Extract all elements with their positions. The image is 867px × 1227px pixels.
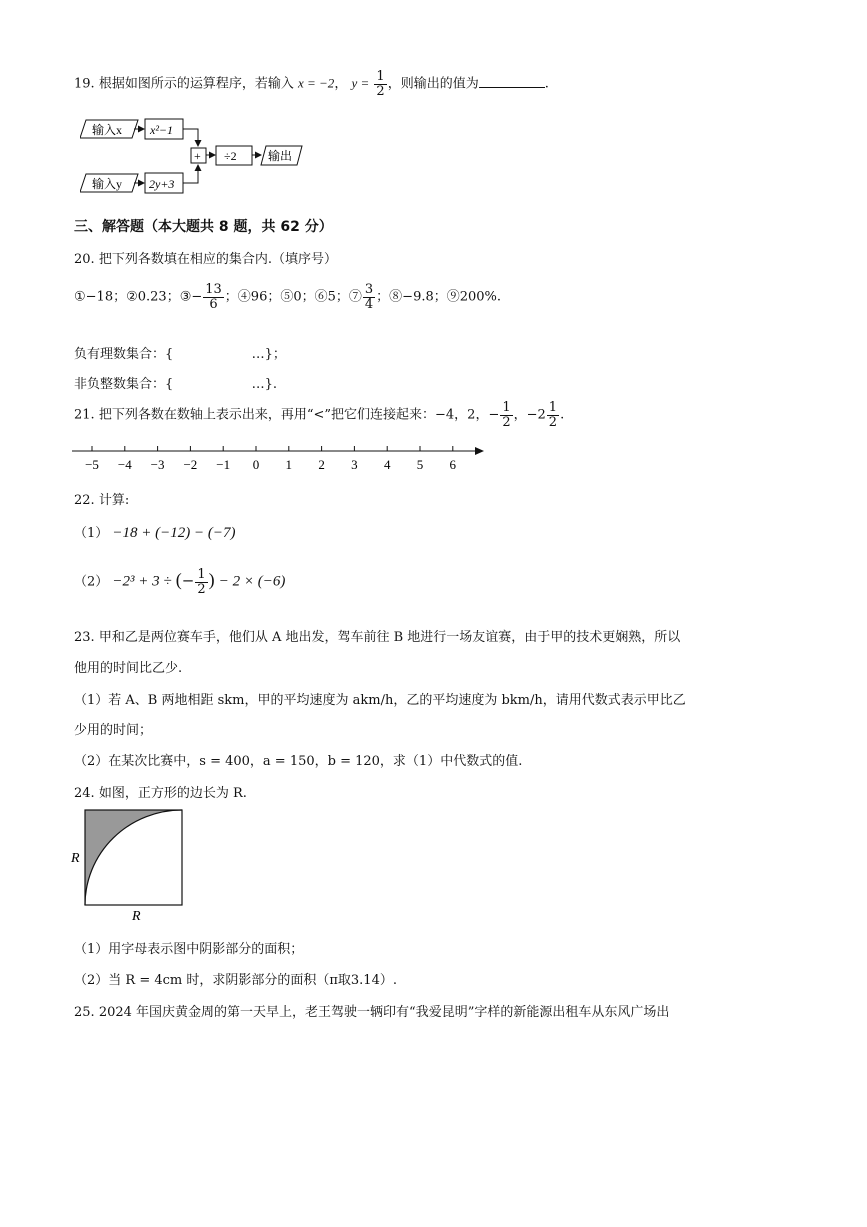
q21-frac2 (547, 401, 559, 429)
q21-text-a: 把下列各数在数轴上表示出来，再用“<”把它们连接起来：−4，2，− (98, 407, 500, 423)
q22-p2-a: −2³ + 3 ÷ (112, 573, 172, 590)
q20-items (74, 283, 501, 311)
q23-line5: （2）在某次比赛中，s = 400，a = 150，b = 120，求（1）中代数式的值. (74, 754, 523, 769)
number-line-tick-label: 4 (383, 457, 391, 472)
q21-frac1 (500, 401, 512, 429)
q23-line4: 少用的时间； (74, 723, 153, 738)
q25-text: 2024 年国庆黄金周的第一天早上，老王驾驶一辆印有“我爱昆明”字样的新能源出租车从东风广场出 (98, 1005, 670, 1020)
q22-text: 计算: (98, 493, 130, 508)
q22-p2-f-num: 1 (197, 567, 206, 582)
q20-items-c: ；⑧−9.8；⑨200%. (376, 289, 502, 305)
number-line-tick-label: 0 (252, 457, 260, 472)
q20-stem (74, 248, 337, 267)
q22-part1 (74, 522, 236, 542)
number-line-tick-label: 2 (318, 457, 325, 472)
output-label: 输出 (268, 149, 293, 163)
y-expr-label: 2y+3 (149, 177, 175, 191)
q19-end: . (544, 76, 549, 92)
q22-p2-label: （2） (74, 574, 109, 590)
number-line-tick-label: −1 (216, 457, 231, 472)
number-line-tick-label: 1 (285, 457, 293, 472)
q20-items-b: ；④96；⑤0；⑥5；⑦ (224, 289, 362, 305)
q22-p1-expr: −18 + (−12) − (−7) (112, 525, 236, 541)
q23-line2: 他用的时间比乙少. (74, 661, 183, 676)
number-line-tick-label: −3 (150, 457, 165, 472)
q20-set2-label: 非负整数集合：{ (74, 377, 174, 392)
number-line-tick-label: −2 (183, 457, 198, 472)
q21-f1-den: 2 (502, 414, 511, 430)
q21-f2-den: 2 (548, 414, 558, 430)
q19-text-b: ，则输出的值为 (387, 76, 479, 92)
q19-flowchart (80, 112, 310, 200)
q20-frac1-num: 13 (205, 282, 222, 297)
q22-p2-minus: − (181, 571, 195, 590)
q19-y-den: 2 (376, 83, 385, 99)
q22-p1-label: （1） (74, 526, 109, 541)
q21-f2-num: 1 (548, 400, 558, 415)
q20-frac-13-6 (203, 283, 224, 311)
q21-end: . (560, 407, 565, 423)
q20-frac2-den: 4 (364, 296, 374, 312)
bottom-label-r: R (132, 909, 141, 924)
q23-number: 23. (74, 630, 95, 645)
q21-mid: ，−2 (513, 407, 546, 423)
q20-frac1-den: 6 (209, 296, 218, 312)
x-expr-label: x²−1 (150, 123, 174, 137)
q25-stem (74, 1001, 669, 1020)
q21-f1-num: 1 (502, 400, 511, 415)
number-line-tick-label: 6 (449, 457, 457, 472)
q22-part2 (74, 568, 285, 596)
div2-label: ÷2 (224, 149, 237, 163)
plus-label: + (194, 149, 201, 163)
q20-items-a: ①−18；②0.23；③− (74, 289, 203, 305)
q24-stem (74, 782, 247, 801)
number-line-tick-label: 5 (416, 457, 424, 472)
q19-y-fraction (374, 70, 386, 98)
number-line-tick-label: 3 (351, 457, 358, 472)
q23-line1-text: 甲和乙是两位赛车手，他们从 A 地出发，驾车前往 B 地进行一场友谊赛，由于甲的技术更娴熟，所以 (98, 630, 681, 645)
q22-p2-frac (195, 568, 207, 596)
shaded-region (85, 810, 182, 905)
q20-set1-label: 负有理数集合：{ (74, 347, 174, 362)
q22-p2-lparen: ( (175, 569, 182, 590)
q20-number: 20. (74, 252, 95, 267)
input-x-label: 输入x (92, 123, 123, 137)
number-line-tick-label: −5 (85, 457, 99, 472)
q23-line3: （1）若 A、B 两地相距 skm，甲的平均速度为 akm/h，乙的平均速度为 bkm/h，请用代数式表示甲比乙 (74, 693, 686, 708)
q20-set2-end: …}. (251, 377, 277, 392)
q20-frac2-num: 3 (364, 282, 374, 297)
q21-number-line (70, 440, 490, 476)
q22-p2-b: − 2 × (−6) (218, 573, 286, 590)
number-line-tick-label: −4 (117, 457, 132, 472)
q24-number: 24. (74, 786, 95, 801)
q22-p2-rparen: ) (208, 569, 215, 590)
q24-part1: （1）用字母表示图中阴影部分的面积； (74, 942, 304, 957)
q21-stem (74, 401, 564, 429)
section3-title: 三、解答题（本大题共 8 题，共 62 分） (74, 219, 333, 235)
q22-number: 22. (74, 493, 95, 508)
input-y-label: 输入y (92, 177, 123, 191)
q19-number: 19. (74, 76, 95, 92)
q19-x-value: x = −2 (297, 75, 335, 91)
q24-part2: （2）当 R = 4cm 时，求阴影部分的面积（π取3.14）. (74, 973, 397, 988)
q19-answer-blank (479, 73, 545, 88)
q20-text: 把下列各数填在相应的集合内.（填序号） (98, 252, 337, 267)
q19-y-num: 1 (376, 69, 385, 84)
q19-text-a: 根据如图所示的运算程序，若输入 (98, 76, 294, 92)
side-label-r: R (71, 851, 80, 866)
q20-set-nonneg-integer (74, 373, 277, 392)
q24-text: 如图，正方形的边长为 R. (98, 786, 247, 801)
q20-set-negative-rational (74, 343, 286, 362)
q19-y-eq: y = (351, 75, 370, 91)
q23-line1 (74, 626, 680, 645)
q20-frac-3-4 (363, 283, 375, 311)
q21-number: 21. (74, 407, 95, 423)
q19-sep: ， (334, 76, 348, 92)
q20-set1-end: …}； (251, 347, 286, 362)
q22-p2-f-den: 2 (197, 581, 206, 597)
q19-line (74, 70, 549, 98)
q25-number: 25. (74, 1005, 95, 1020)
q22-stem (74, 489, 129, 508)
q24-square-figure (68, 806, 190, 924)
